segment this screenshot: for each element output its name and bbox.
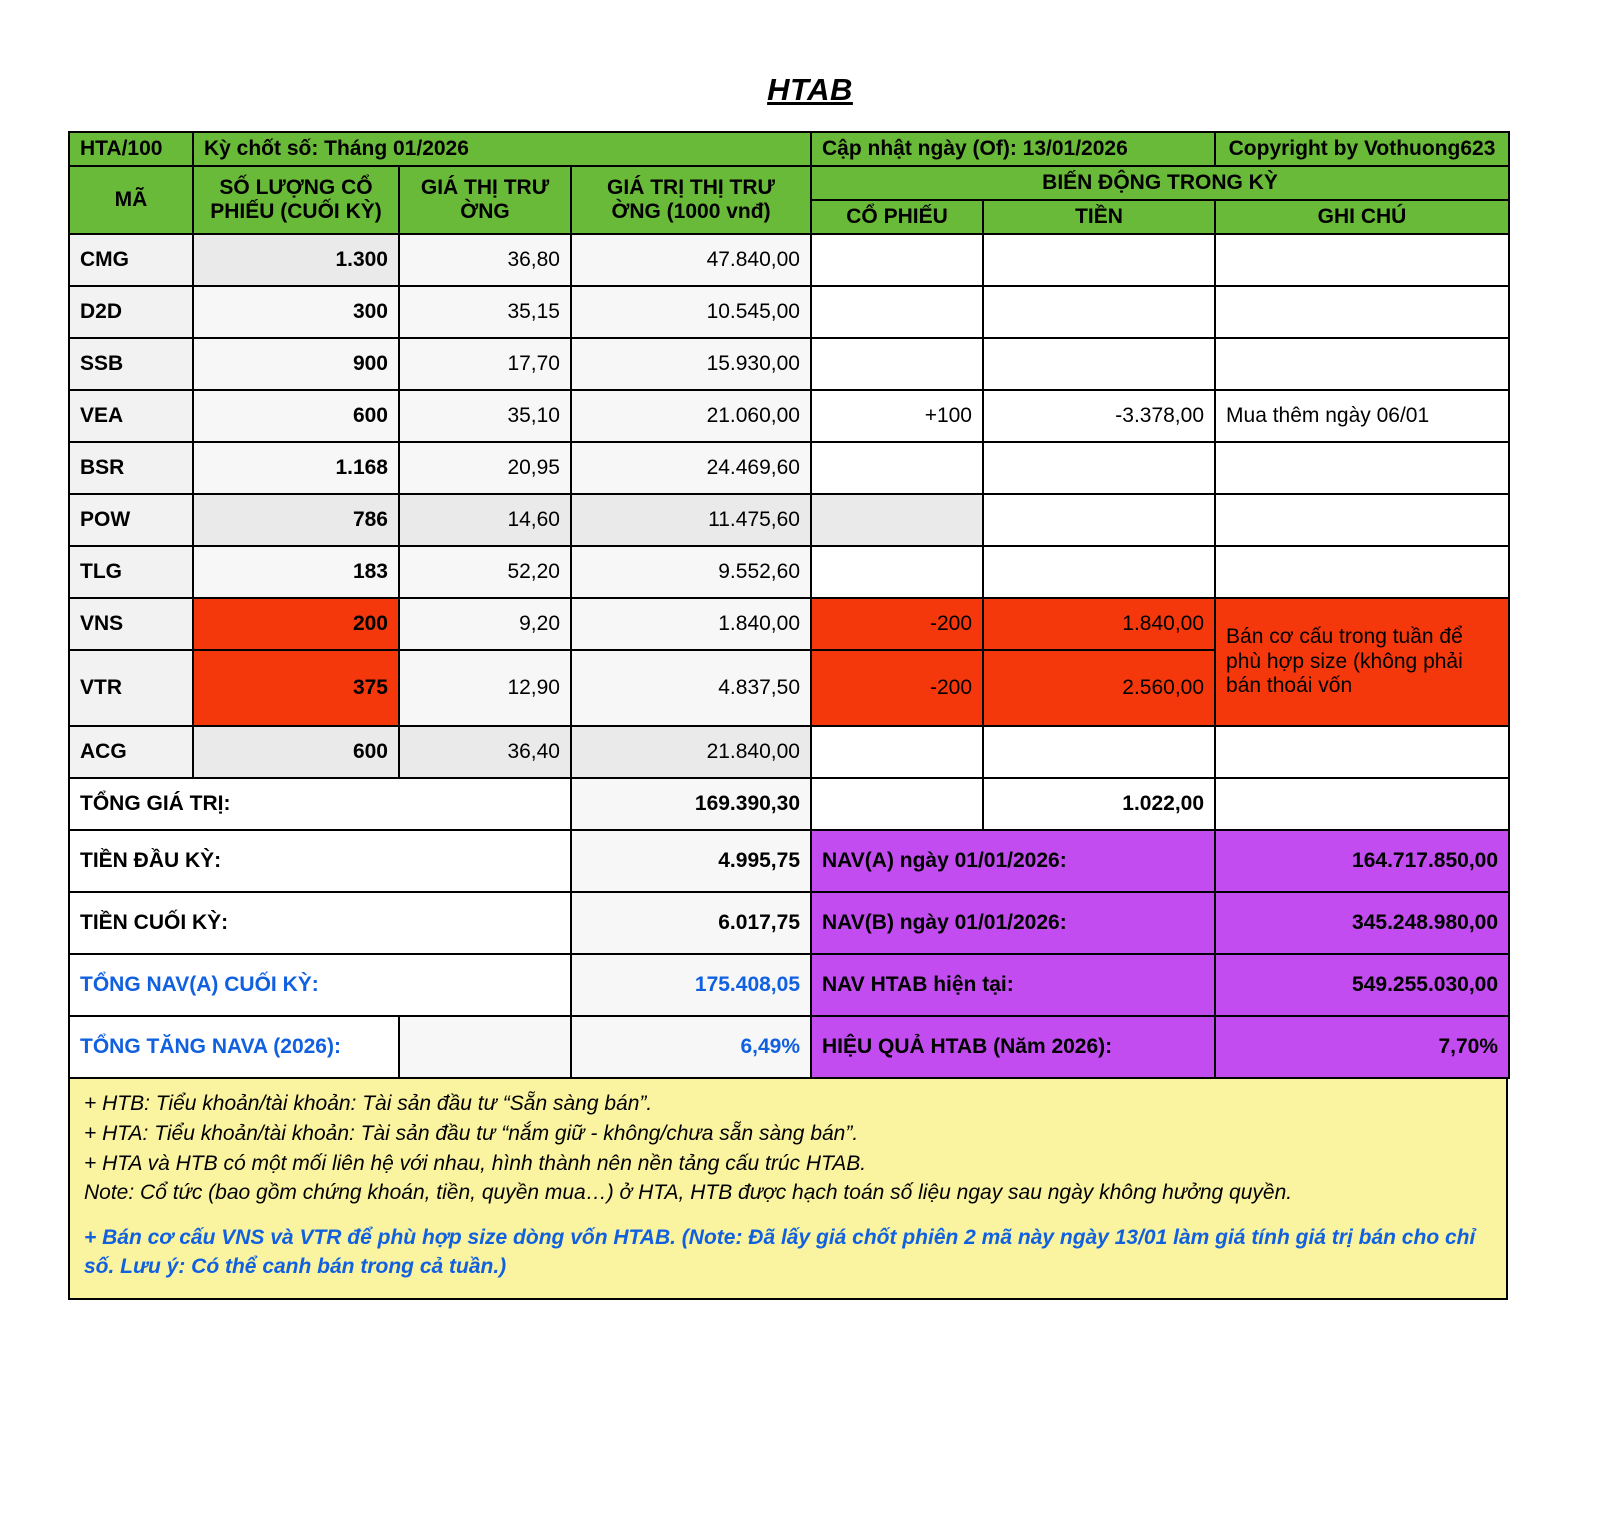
nav-htab-label: NAV HTAB hiện tại: (811, 954, 1215, 1016)
total-spacer (811, 778, 983, 830)
row-code: VEA (69, 390, 193, 442)
footnote-line-2: + HTA: Tiểu khoản/tài khoản: Tài sản đầu tư “nắm giữ - không/chưa sẵn sàng bán”. (84, 1121, 859, 1145)
table-row (69, 390, 1509, 442)
row-note (1215, 726, 1509, 778)
row-note (1215, 338, 1509, 390)
row-quantity: 786 (193, 494, 399, 546)
perf-value: 7,70% (1215, 1016, 1509, 1078)
table-row (69, 494, 1509, 546)
row-code: CMG (69, 234, 193, 286)
row-note (1215, 442, 1509, 494)
row-quantity: 1.168 (193, 442, 399, 494)
row-change-shares: +100 (811, 390, 983, 442)
col-header-change-group: BIẾN ĐỘNG TRONG KỲ (811, 166, 1509, 200)
row-quantity: 183 (193, 546, 399, 598)
row-quantity: 300 (193, 286, 399, 338)
row-change-shares: -200 (811, 598, 983, 650)
growth-spacer (399, 1016, 571, 1078)
table-row (69, 726, 1509, 778)
row-code: TLG (69, 546, 193, 598)
row-value: 10.545,00 (571, 286, 811, 338)
cash-begin-row (69, 830, 1509, 892)
row-change-shares (811, 338, 983, 390)
nav-a-end-label: TỔNG NAV(A) CUỐI KỲ: (69, 954, 571, 1016)
cash-end-label: TIỀN CUỐI KỲ: (69, 892, 571, 954)
col-header-quantity: SỐ LƯỢNG CỔ PHIẾU (CUỐI KỲ) (193, 166, 399, 234)
page-title: HTAB (767, 72, 853, 107)
row-change-shares: -200 (811, 650, 983, 726)
growth-row (69, 1016, 1509, 1078)
updated-label: Cập nhật ngày (Of): 13/01/2026 (811, 132, 1215, 166)
row-price: 9,20 (399, 598, 571, 650)
cash-begin-label: TIỀN ĐẦU KỲ: (69, 830, 571, 892)
row-price: 14,60 (399, 494, 571, 546)
total-note-spacer (1215, 778, 1509, 830)
row-price: 12,90 (399, 650, 571, 726)
row-change-shares (811, 286, 983, 338)
row-price: 35,10 (399, 390, 571, 442)
row-code: D2D (69, 286, 193, 338)
copyright-label: Copyright by Vothuong623 (1215, 132, 1509, 166)
footnotes-box (68, 1079, 1508, 1300)
row-change-shares (811, 442, 983, 494)
nav-b-label: NAV(B) ngày 01/01/2026: (811, 892, 1215, 954)
row-change-cash (983, 494, 1215, 546)
total-value-label: TỔNG GIÁ TRỊ: (69, 778, 571, 830)
row-value: 21.060,00 (571, 390, 811, 442)
col-header-value: GIÁ TRỊ THỊ TRƯ ỜNG (1000 vnđ) (571, 166, 811, 234)
footnote-highlight: + Bán cơ cấu VNS và VTR để phù hợp size dòng vốn HTAB. (Note: Đã lấy giá chốt phiên 2 mã này ngày 13/01 làm giá tính giá trị bán cho chỉ số. Lưu ý: Có thể canh bán trong cả tuần.) (84, 1226, 1476, 1279)
row-change-shares (811, 726, 983, 778)
portfolio-table-container (68, 131, 1508, 1300)
nava-growth-value: 6,49% (571, 1016, 811, 1078)
row-quantity: 200 (193, 598, 399, 650)
row-value: 9.552,60 (571, 546, 811, 598)
perf-label: HIỆU QUẢ HTAB (Năm 2026): (811, 1016, 1215, 1078)
table-row (69, 598, 1509, 650)
total-value: 169.390,30 (571, 778, 811, 830)
row-value: 47.840,00 (571, 234, 811, 286)
row-change-shares (811, 234, 983, 286)
row-price: 17,70 (399, 338, 571, 390)
row-quantity: 600 (193, 726, 399, 778)
row-price: 35,15 (399, 286, 571, 338)
row-quantity: 375 (193, 650, 399, 726)
row-change-cash: -3.378,00 (983, 390, 1215, 442)
nav-a-end-row (69, 954, 1509, 1016)
total-cash-change: 1.022,00 (983, 778, 1215, 830)
row-value: 15.930,00 (571, 338, 811, 390)
col-header-price: GIÁ THỊ TRƯ ỜNG (399, 166, 571, 234)
row-value: 21.840,00 (571, 726, 811, 778)
row-change-cash (983, 726, 1215, 778)
row-code: VTR (69, 650, 193, 726)
footnote-line-3: + HTA và HTB có một mối liên hệ với nhau, hình thành nên nền tảng cấu trúc HTAB. (84, 1151, 867, 1175)
row-change-cash (983, 234, 1215, 286)
row-value: 24.469,60 (571, 442, 811, 494)
cash-end-row (69, 892, 1509, 954)
col-header-code: MÃ (69, 166, 193, 234)
row-value: 11.475,60 (571, 494, 811, 546)
table-header-row-1 (69, 166, 1509, 200)
row-note (1215, 234, 1509, 286)
row-code: BSR (69, 442, 193, 494)
col-header-change-cash: TIỀN (983, 200, 1215, 234)
row-value: 1.840,00 (571, 598, 811, 650)
row-quantity: 900 (193, 338, 399, 390)
table-row (69, 286, 1509, 338)
cash-begin-value: 4.995,75 (571, 830, 811, 892)
nav-a-value: 164.717.850,00 (1215, 830, 1509, 892)
row-note (1215, 494, 1509, 546)
row-value: 4.837,50 (571, 650, 811, 726)
row-note (1215, 546, 1509, 598)
row-change-cash: 1.840,00 (983, 598, 1215, 650)
col-header-note: GHI CHÚ (1215, 200, 1509, 234)
row-change-cash: 2.560,00 (983, 650, 1215, 726)
row-code: POW (69, 494, 193, 546)
row-quantity: 600 (193, 390, 399, 442)
row-change-cash (983, 286, 1215, 338)
col-header-change-shares: CỔ PHIẾU (811, 200, 983, 234)
row-code: SSB (69, 338, 193, 390)
table-row (69, 338, 1509, 390)
footnote-line-4: Note: Cổ tức (bao gồm chứng khoán, tiền, quyền mua…) ở HTA, HTB được hạch toán số liệu ngay sau ngày không hưởng quyền. (84, 1181, 1293, 1205)
nav-a-end-value: 175.408,05 (571, 954, 811, 1016)
table-row (69, 546, 1509, 598)
row-quantity: 1.300 (193, 234, 399, 286)
row-code: ACG (69, 726, 193, 778)
period-label: Kỳ chốt số: Tháng 01/2026 (193, 132, 811, 166)
row-note: Mua thêm ngày 06/01 (1215, 390, 1509, 442)
row-price: 36,40 (399, 726, 571, 778)
row-code: VNS (69, 598, 193, 650)
table-row (69, 442, 1509, 494)
row-price: 36,80 (399, 234, 571, 286)
row-change-cash (983, 442, 1215, 494)
account-code: HTA/100 (69, 132, 193, 166)
table-meta-row (69, 132, 1509, 166)
cash-end-value: 6.017,75 (571, 892, 811, 954)
nav-a-label: NAV(A) ngày 01/01/2026: (811, 830, 1215, 892)
portfolio-table (68, 131, 1510, 1079)
row-price: 52,20 (399, 546, 571, 598)
row-change-shares (811, 546, 983, 598)
nav-htab-value: 549.255.030,00 (1215, 954, 1509, 1016)
footnote-line-1: + HTB: Tiểu khoản/tài khoản: Tài sản đầu tư “Sẵn sàng bán”. (84, 1092, 653, 1115)
nava-growth-label: TỔNG TĂNG NAVA (2026): (69, 1016, 399, 1078)
row-change-cash (983, 546, 1215, 598)
row-change-cash (983, 338, 1215, 390)
restructure-note: Bán cơ cấu trong tuần để phù hợp size (không phải bán thoái vốn (1215, 598, 1509, 726)
total-value-row (69, 778, 1509, 830)
table-row (69, 234, 1509, 286)
row-change-shares (811, 494, 983, 546)
row-price: 20,95 (399, 442, 571, 494)
nav-b-value: 345.248.980,00 (1215, 892, 1509, 954)
row-note (1215, 286, 1509, 338)
